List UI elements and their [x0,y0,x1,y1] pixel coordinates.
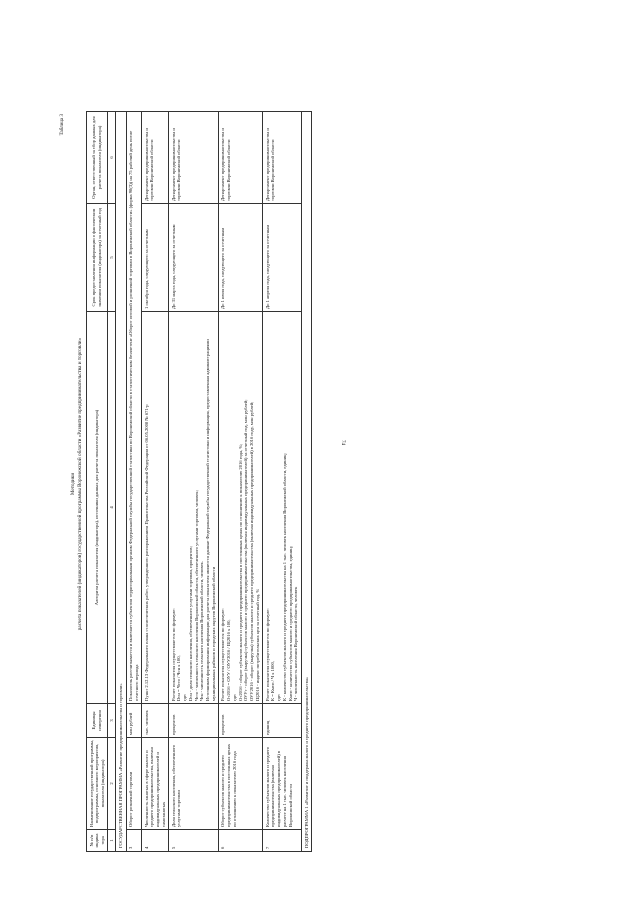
program-title-row [115,112,126,852]
indicators-table [86,111,312,852]
row-deadline: До 31 марта года, следующего за отчетным [169,204,219,312]
header-unit: Единицы измерения [87,704,108,738]
page-number: 74 [340,440,345,445]
document-heading [70,108,84,860]
column-number: 2 [108,738,116,830]
row-name: Численность занятых в сфере малого и среднего предпринимательства, включая индивидуальных предпринимателей и самозанятых [142,738,169,830]
row-unit: процентов [169,704,219,738]
table-label: Таблица 3 [60,114,65,136]
table-row [263,112,301,852]
row-num: 3 [126,830,141,852]
row-method: Показатель рассчитывается и включается субъектом территориальным органом Федеральной службы государственной статистики по Воронежской области в статистическом бюллетене «Оборот оптовой и розничной торговли в Воронежской области» (форма 98(3)) на 75 рабочий день после отчетного периода [126,112,141,704]
header-name: Наименование государственной программы, подпрограммы, основного мероприятия, показателя (индикатора) [87,738,108,830]
row-deadline: До 1 апреля года, следующего за отчетным [263,204,301,312]
table-row [169,112,219,852]
row-unit: тыс. человек [142,704,169,738]
row-method: Расчет показателя осуществляется по формуле: К = Кмсп / Ч х 1000, где: К - количество субъектов малого и среднего предпринимательства на 1 тыс. человек населения Воронежской области, единиц; Кмсп - количество субъектов малого и среднего предпринимательства, единиц; Ч - численность населения Воронежской области, человек [263,312,301,704]
heading-title: Методики [70,472,76,496]
row-method: Расчет показателя осуществляется по формуле: Dсн = Чсто / Чсн х 100, где: Dсн - доля сельского населения, обеспеченного услугами торговли, процентов; Чсто - численность сельского населения Воронежской области, обеспеченного услугами торговли, человек; Чсн - численность сельского населения Воронежской области, человек. Источником формирования информации для расчета показателя являются данные Федеральной службы государственной статистики и информация, предоставленная администрациями муниципальных районов и городских округов Воронежской области [169,312,219,704]
header-num: № п/п индика тора [87,830,108,852]
header-row [87,112,108,852]
row-num: 7 [263,830,301,852]
rotated-content [60,108,530,860]
header-method: Алгоритм расчета показателя (индикатора), источники данных для расчета показателя (индикатора) [87,312,108,704]
column-number: 1 [108,830,116,852]
row-num: 4 [142,830,169,852]
column-number: 5 [108,204,116,312]
program-title: ГОСУДАРСТВЕННАЯ ПРОГРАММА «Развитие предпринимательства и торговли» [115,112,126,852]
row-num: 6 [218,830,262,852]
row-unit: млн рублей [126,704,141,738]
column-number: 3 [108,704,116,738]
row-deadline: 1 октября года, следующего за отчетным [142,204,169,312]
column-number: 6 [108,112,116,204]
table-row [126,112,141,852]
subprogram-title: ПОДПРОГРАММА 1 «Развитие и поддержка малого и среднего предпринимательства» [301,112,312,852]
row-name: Оборот розничной торговли [126,738,141,830]
row-method: Расчет показателя осуществляется по формуле: От2016 = ОУУ / ОУУ2016 / IЦ2016 х 100, где: От2016 - оборот субъектов малого и среднего предпринимательства в постоянных ценах по отношению к показателю 2016 года, %; ОУУт - оборот (выручка) субъектов малого и среднего предпринимательства (включая индивидуальных предпринимателей) за отчетный год, млн рублей; ОУУ2016 - оборот (выручка) субъектов малого и среднего предпринимательства (включая индивидуальных предпринимателей) в 2016 году, млн рублей; IЦ2016 - индекс потребительских цен за отчетный год, % [218,312,262,704]
column-numbers-row [108,112,116,852]
header-deadline: Срок предоставления информации о фактическом значении показателя (индикатора) за отчетный год [87,204,108,312]
row-deadline: До 1 июля года, следующего за отчетным [218,204,262,312]
row-num: 5 [169,830,219,852]
row-name: Доля сельского населения, обеспеченного услугами торговли [169,738,219,830]
row-name: Количество субъектов малого и среднего предпринимательства (включая индивидуальных предпринимателей) в расчете на 1 тыс. человек населения Воронежской области [263,738,301,830]
row-responsible: Департамент предпринимательства и торговли Воронежской области [263,112,301,204]
header-responsible: Орган, ответственный за сбор данных для расчета показателя (индикатора) [87,112,108,204]
row-name: Оборот субъектов малого и среднего предпринимательства в постоянных ценах по отношению к показателю 2016 года [218,738,262,830]
subprogram-title-row [301,112,312,852]
column-number: 4 [108,312,116,704]
table-row [218,112,262,852]
row-responsible: Департамент предпринимательства и торговли Воронежской области [169,112,219,204]
table-row [142,112,169,852]
row-method: Пункт 2.12.13 Федерального плана статистических работ, утвержденного распоряжением Правительства Российской Федерации от 06.05.2008 № 671-р [142,312,169,704]
row-unit: единиц [263,704,301,738]
row-responsible: Департамент предпринимательства и торговли Воронежской области [142,112,169,204]
row-responsible: Департамент предпринимательства и торговли Воронежской области [218,112,262,204]
heading-subtitle: расчета показателей (индикаторов) государственной программы Воронежской области «Развитие предпринимательства и торговли» [76,337,83,631]
row-unit: процентов [218,704,262,738]
